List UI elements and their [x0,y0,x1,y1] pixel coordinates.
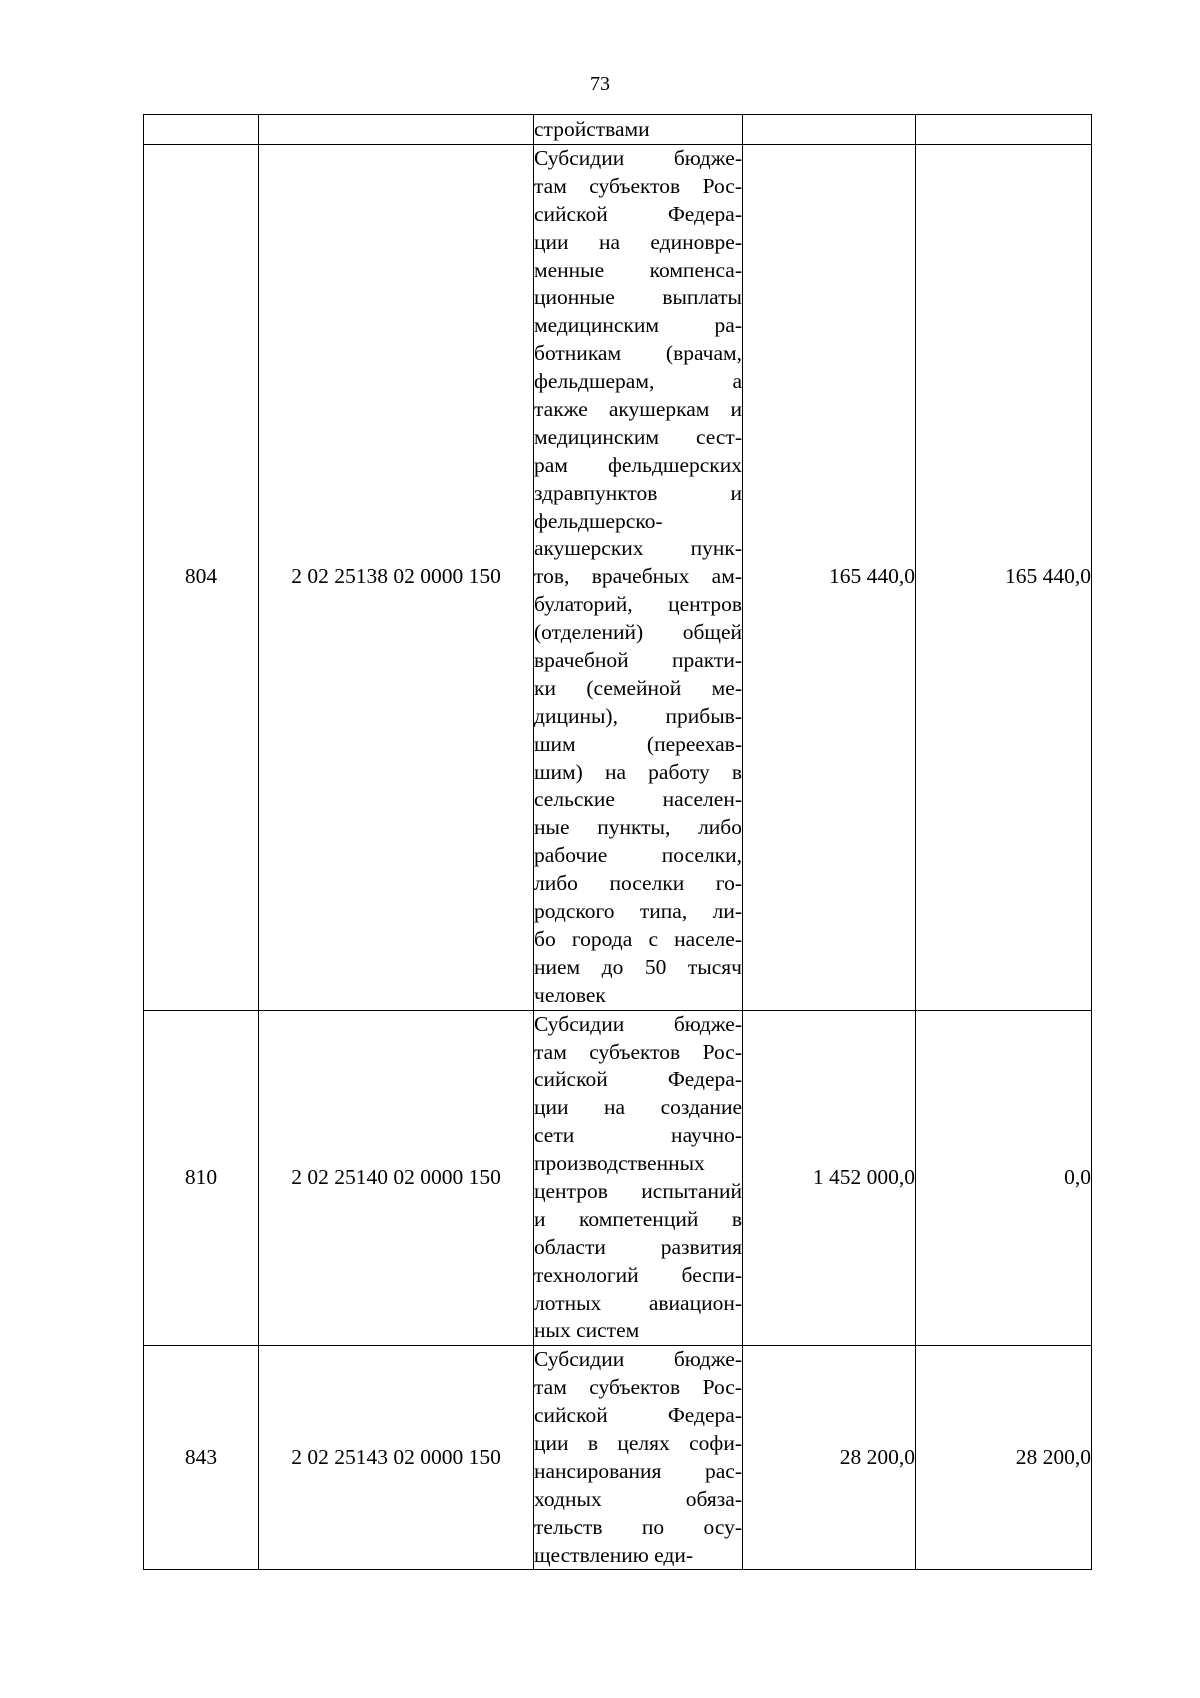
amount-1-cell [743,115,916,145]
description-line: Субсидии бюдже- [534,1011,742,1036]
amount-2-cell [916,115,1092,145]
description-line: сийской Федера- [534,1403,742,1428]
description-line: центров испытаний [534,1178,742,1203]
admin-code-cell: 804 [144,145,259,1011]
description-line: булаторий, центров [534,592,742,617]
table-row [144,145,1092,1011]
description-line: родского типа, ли- [534,899,742,924]
table-row [144,1346,1092,1570]
description-line: шим (переехав- [534,731,742,756]
budget-table [143,114,1092,1570]
description-line: врачебной практи- [534,648,742,673]
description-line: там субъектов Рос- [534,1039,742,1064]
description-line: сийской Федера- [534,1067,742,1092]
description-line: лотных авиацион- [534,1290,742,1315]
budget-classification-code-cell [259,115,534,145]
description-line: ные пункты, либо [534,815,742,840]
description-line: ции в целях софи- [534,1430,742,1455]
description-line: либо поселки го- [534,871,742,896]
description-line: там субъектов Рос- [534,1375,742,1400]
income-description-cell [534,145,743,1011]
description-line: человек [534,982,606,1007]
description-line: фельдшерам, а [534,369,742,394]
description-line: нием до 50 тысяч [534,954,742,979]
description-line: тов, врачебных ам- [534,564,742,589]
description-line: бо города с населе- [534,926,742,951]
description-line: ции на единовре- [534,229,742,254]
description-line: и компетенций в [534,1206,742,1231]
description-line: области развития [534,1234,742,1259]
income-description-cell [534,115,743,145]
admin-code-cell: 810 [144,1010,259,1346]
description-line: ществлению еди- [534,1542,694,1567]
description-line: там субъектов Рос- [534,173,742,198]
budget-classification-code-cell: 2 02 25140 02 0000 150 [259,1010,534,1346]
description-line: здравпунктов и [534,480,742,505]
description-line: тельств по осу- [534,1514,742,1539]
budget-classification-code-cell: 2 02 25138 02 0000 150 [259,145,534,1011]
description-line: технологий беспи- [534,1262,742,1287]
description-line: сельские населен- [534,787,742,812]
description-line: ходных обяза- [534,1486,742,1511]
description-line: фельдшерско- [534,508,663,533]
table-row-continuation [144,115,1092,145]
description-line: ки (семейной ме- [534,675,742,700]
admin-code-cell [144,115,259,145]
amount-2-cell: 28 200,0 [916,1346,1092,1570]
page-number: 73 [590,73,610,95]
description-line: нансирования рас- [534,1458,742,1483]
amount-2-cell: 165 440,0 [916,145,1092,1011]
description-line: также акушеркам и [534,397,742,422]
description-line: производственных [534,1151,705,1176]
income-description-cell [534,1346,743,1570]
description-line: (отделений) общей [534,620,742,645]
amount-1-cell: 1 452 000,0 [743,1010,916,1346]
description-line: рам фельдшерских [534,452,742,477]
budget-classification-code-cell: 2 02 25143 02 0000 150 [259,1346,534,1570]
description-line: стройствами [534,117,650,142]
description-line: шим) на работу в [534,759,742,784]
description-line: Субсидии бюдже- [534,1347,742,1372]
description-line: Субсидии бюдже- [534,146,742,170]
description-line: дицины), прибыв- [534,703,742,728]
description-line: сийской Федера- [534,201,742,226]
description-line: ционные выплаты [534,285,742,310]
amount-2-cell: 0,0 [916,1010,1092,1346]
description-line: рабочие поселки, [534,843,742,868]
description-line: ных систем [534,1318,640,1343]
income-description-cell [534,1010,743,1346]
description-line: медицинским ра- [534,313,742,338]
description-line: акушерских пунк- [534,536,742,561]
admin-code-cell: 843 [144,1346,259,1570]
description-line: сети научно- [534,1123,742,1148]
description-line: ции на создание [534,1095,742,1120]
amount-1-cell: 28 200,0 [743,1346,916,1570]
description-line: медицинским сест- [534,424,742,449]
amount-1-cell: 165 440,0 [743,145,916,1011]
table-row [144,1010,1092,1346]
description-line: ботникам (врачам, [534,341,742,366]
description-line: менные компенса- [534,257,742,282]
